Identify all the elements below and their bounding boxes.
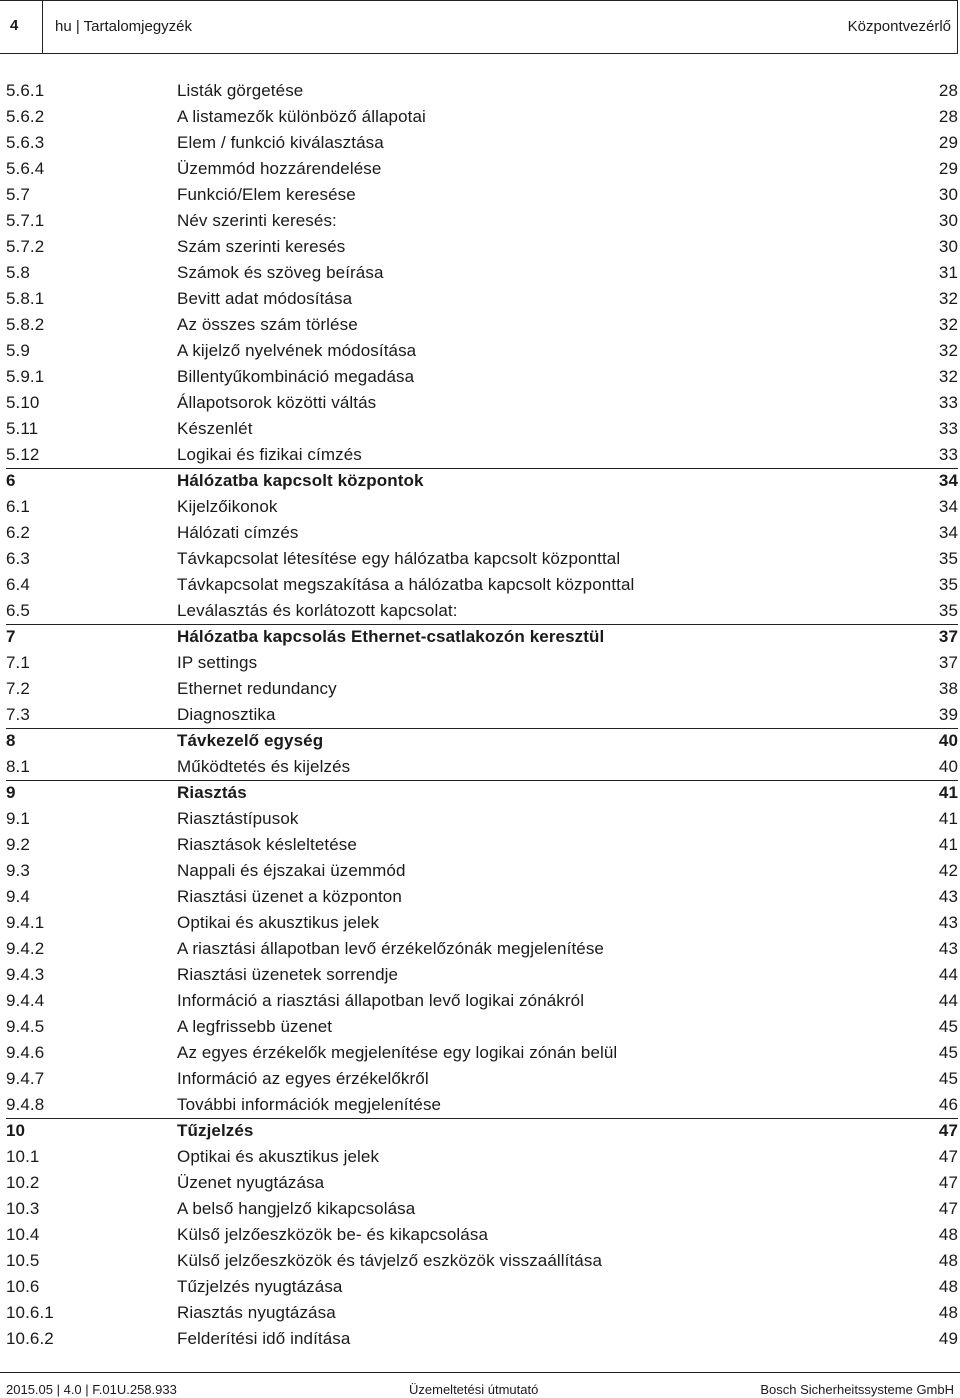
- toc-entry-number: 9.4.6: [6, 1043, 45, 1062]
- toc-entry[interactable]: [0, 364, 960, 390]
- toc-entry-title[interactable]: A kijelző nyelvének módosítása: [177, 341, 417, 360]
- toc-entry[interactable]: [0, 182, 960, 208]
- toc-entry-number: 10.5: [6, 1251, 40, 1270]
- toc-entry-number: 6.2: [6, 523, 30, 542]
- toc-entry-title[interactable]: Külső jelzőeszközök be- és kikapcsolása: [177, 1225, 488, 1244]
- toc-entry-number: 5.6.4: [6, 159, 45, 178]
- page-footer: [0, 1372, 960, 1398]
- toc-entry-title[interactable]: Nappali és éjszakai üzemmód: [177, 861, 406, 880]
- toc-entry[interactable]: [0, 806, 960, 832]
- toc-entry-title[interactable]: Az egyes érzékelők megjelenítése egy logikai zónán belül: [177, 1043, 618, 1062]
- toc-entry-number: 6.5: [6, 601, 30, 620]
- toc-entry-title[interactable]: Információ a riasztási állapotban levő logikai zónákról: [177, 991, 585, 1010]
- footer-edition-info: 2015.05 | 4.0 | F.01U.258.933: [6, 1382, 177, 1397]
- toc-entry-title[interactable]: Hálózati címzés: [177, 523, 299, 542]
- toc-entry-title[interactable]: A belső hangjelző kikapcsolása: [177, 1199, 416, 1218]
- toc-entry-number: 10.2: [6, 1173, 40, 1192]
- toc-entry-number: 10.3: [6, 1199, 40, 1218]
- toc-entry-page-number: 34: [938, 497, 958, 516]
- toc-entry-page-number: 35: [938, 601, 958, 620]
- toc-entry[interactable]: [0, 1222, 960, 1248]
- toc-entry-page-number: 35: [938, 575, 958, 594]
- toc-entry-number: 6.3: [6, 549, 30, 568]
- toc-entry-title[interactable]: Riasztás: [177, 783, 247, 802]
- toc-entry-number: 9.2: [6, 835, 30, 854]
- toc-entry-title[interactable]: Működtetés és kijelzés: [177, 757, 351, 776]
- toc-entry-title[interactable]: Optikai és akusztikus jelek: [177, 913, 380, 932]
- toc-entry-number: 5.6.2: [6, 107, 45, 126]
- toc-entry-number: 9: [6, 783, 16, 802]
- toc-entry-number: 10.4: [6, 1225, 40, 1244]
- footer-document-title: Üzemeltetési útmutató: [409, 1382, 539, 1397]
- toc-entry[interactable]: [0, 546, 960, 572]
- toc-entry-page-number: 44: [938, 991, 958, 1010]
- toc-entry-number: 5.6.1: [6, 81, 45, 100]
- toc-entry-title[interactable]: Külső jelzőeszközök és távjelző eszközök visszaállítása: [177, 1251, 603, 1270]
- toc-entry[interactable]: [0, 962, 960, 988]
- toc-entry-number: 10.6.2: [6, 1329, 54, 1348]
- toc-entry-title[interactable]: Számok és szöveg beírása: [177, 263, 384, 282]
- toc-entry-page-number: 38: [938, 679, 958, 698]
- toc-entry-page-number: 31: [938, 263, 958, 282]
- toc-entry[interactable]: [0, 1040, 960, 1066]
- toc-entry-page-number: 47: [938, 1121, 958, 1140]
- toc-entry-title[interactable]: Információ az egyes érzékelőkről: [177, 1069, 429, 1088]
- toc-entry-page-number: 48: [938, 1251, 958, 1270]
- toc-entry[interactable]: [0, 676, 960, 702]
- toc-entry-title[interactable]: Elem / funkció kiválasztása: [177, 133, 384, 152]
- toc-entry-page-number: 40: [938, 731, 958, 750]
- toc-entry[interactable]: [0, 416, 960, 442]
- toc-entry[interactable]: [0, 858, 960, 884]
- toc-entry[interactable]: [0, 78, 960, 104]
- toc-entry[interactable]: [0, 208, 960, 234]
- toc-entry-page-number: 45: [938, 1043, 958, 1062]
- toc-entry-title[interactable]: Kijelzőikonok: [177, 497, 278, 516]
- toc-entry[interactable]: [0, 1326, 960, 1352]
- toc-entry-page-number: 37: [938, 627, 958, 646]
- toc-entry-number: 9.4.4: [6, 991, 45, 1010]
- toc-entry-title[interactable]: Hálózatba kapcsolt központok: [177, 471, 424, 490]
- toc-entry-title[interactable]: Tűzjelzés: [177, 1121, 254, 1140]
- toc-entry[interactable]: [0, 156, 960, 182]
- toc-entry[interactable]: [0, 520, 960, 546]
- toc-entry-number: 5.8: [6, 263, 30, 282]
- toc-entry-title[interactable]: Hálózatba kapcsolás Ethernet-csatlakozón keresztül: [177, 627, 605, 646]
- toc-entry-number: 5.11: [6, 419, 39, 438]
- page-number: 4: [10, 17, 19, 34]
- toc-entry[interactable]: [0, 1274, 960, 1300]
- toc-entry-page-number: 30: [938, 211, 958, 230]
- toc-entry-number: 9.4.1: [6, 913, 45, 932]
- toc-entry-page-number: 29: [938, 133, 958, 152]
- toc-entry-title[interactable]: Bevitt adat módosítása: [177, 289, 353, 308]
- toc-entry-number: 7.2: [6, 679, 30, 698]
- toc-entry[interactable]: [0, 1092, 960, 1118]
- toc-entry-page-number: 32: [938, 315, 958, 334]
- toc-entry-title[interactable]: Riasztási üzenetek sorrendje: [177, 965, 399, 984]
- toc-entry[interactable]: [0, 754, 960, 780]
- toc-entry-number: 6.1: [6, 497, 30, 516]
- toc-entry-title[interactable]: Tűzjelzés nyugtázása: [177, 1277, 343, 1296]
- toc-entry-number: 5.8.2: [6, 315, 45, 334]
- toc-entry[interactable]: [0, 1014, 960, 1040]
- toc-entry-page-number: 42: [938, 861, 958, 880]
- toc-chapter-entry[interactable]: [0, 624, 960, 650]
- toc-entry-number: 5.9.1: [6, 367, 45, 386]
- toc-entry-number: 9.4.2: [6, 939, 45, 958]
- toc-entry-title[interactable]: Optikai és akusztikus jelek: [177, 1147, 380, 1166]
- toc-entry-number: 5.7.2: [6, 237, 45, 256]
- toc-entry-number: 8: [6, 731, 16, 750]
- toc-entry-title[interactable]: Riasztástípusok: [177, 809, 299, 828]
- toc-entry-number: 7: [6, 627, 16, 646]
- toc-entry-title[interactable]: Riasztási üzenet a központon: [177, 887, 402, 906]
- toc-entry-page-number: 48: [938, 1303, 958, 1322]
- toc-entry-page-number: 29: [938, 159, 958, 178]
- header-product-name: Központvezérlő: [847, 18, 951, 35]
- toc-entry-page-number: 28: [938, 81, 958, 100]
- toc-entry[interactable]: [0, 494, 960, 520]
- toc-entry-page-number: 30: [938, 237, 958, 256]
- toc-chapter-entry[interactable]: [0, 1118, 960, 1144]
- toc-entry-page-number: 43: [938, 913, 958, 932]
- toc-entry[interactable]: [0, 832, 960, 858]
- toc-entry-page-number: 33: [938, 419, 958, 438]
- toc-entry-number: 5.6.3: [6, 133, 45, 152]
- toc-entry-page-number: 34: [938, 523, 958, 542]
- toc-entry[interactable]: [0, 338, 960, 364]
- toc-entry-page-number: 33: [938, 393, 958, 412]
- toc-entry[interactable]: [0, 936, 960, 962]
- toc-entry-title[interactable]: Logikai és fizikai címzés: [177, 445, 362, 464]
- toc-entry-number: 9.3: [6, 861, 30, 880]
- toc-entry-page-number: 37: [938, 653, 958, 672]
- toc-entry[interactable]: [0, 1196, 960, 1222]
- toc-entry-title[interactable]: További információk megjelenítése: [177, 1095, 442, 1114]
- toc-entry-page-number: 48: [938, 1225, 958, 1244]
- toc-entry-title[interactable]: IP settings: [177, 653, 258, 672]
- toc-entry-page-number: 41: [938, 783, 958, 802]
- toc-entry-page-number: 45: [938, 1069, 958, 1088]
- toc-entry-page-number: 41: [938, 809, 958, 828]
- toc-chapter-entry[interactable]: [0, 780, 960, 806]
- toc-entry-number: 10.6: [6, 1277, 40, 1296]
- toc-entry-title[interactable]: Billentyűkombináció megadása: [177, 367, 415, 386]
- toc-entry-page-number: 41: [938, 835, 958, 854]
- header-divider: [42, 1, 43, 53]
- toc-entry-page-number: 47: [938, 1173, 958, 1192]
- toc-entry-number: 10.1: [6, 1147, 40, 1166]
- toc-entry-number: 9.4: [6, 887, 30, 906]
- toc-entry[interactable]: [0, 598, 960, 624]
- toc-entry-page-number: 47: [938, 1147, 958, 1166]
- toc-chapter-entry[interactable]: [0, 468, 960, 494]
- toc-entry-page-number: 33: [938, 445, 958, 464]
- toc-entry[interactable]: [0, 910, 960, 936]
- toc-entry-title[interactable]: Leválasztás és korlátozott kapcsolat:: [177, 601, 458, 620]
- toc-entry-title[interactable]: Készenlét: [177, 419, 253, 438]
- page-header: [0, 0, 958, 54]
- toc-entry-page-number: 43: [938, 887, 958, 906]
- toc-entry-title[interactable]: Távkezelő egység: [177, 731, 324, 750]
- toc-chapter-entry[interactable]: [0, 728, 960, 754]
- table-of-contents: [0, 78, 960, 1352]
- toc-entry-page-number: 39: [938, 705, 958, 724]
- toc-entry[interactable]: [0, 312, 960, 338]
- toc-entry-number: 5.7.1: [6, 211, 45, 230]
- toc-entry-number: 9.1: [6, 809, 30, 828]
- toc-entry[interactable]: [0, 260, 960, 286]
- toc-entry-page-number: 35: [938, 549, 958, 568]
- toc-entry-title[interactable]: Távkapcsolat létesítése egy hálózatba kapcsolt központtal: [177, 549, 621, 568]
- toc-entry[interactable]: [0, 884, 960, 910]
- toc-entry-number: 9.4.8: [6, 1095, 45, 1114]
- toc-entry-number: 9.4.5: [6, 1017, 45, 1036]
- toc-entry-page-number: 49: [938, 1329, 958, 1348]
- toc-entry-number: 5.9: [6, 341, 30, 360]
- toc-entry-number: 10.6.1: [6, 1303, 54, 1322]
- toc-entry-title[interactable]: Felderítési idő indítása: [177, 1329, 351, 1348]
- toc-entry-title[interactable]: Riasztások késleltetése: [177, 835, 357, 854]
- toc-entry-title[interactable]: Listák görgetése: [177, 81, 304, 100]
- toc-entry-title[interactable]: Név szerinti keresés:: [177, 211, 337, 230]
- toc-entry[interactable]: [0, 572, 960, 598]
- header-section-title: hu | Tartalomjegyzék: [55, 18, 193, 35]
- toc-entry[interactable]: [0, 1300, 960, 1326]
- toc-entry-page-number: 45: [938, 1017, 958, 1036]
- toc-entry[interactable]: [0, 988, 960, 1014]
- toc-entry-page-number: 40: [938, 757, 958, 776]
- toc-entry-page-number: 32: [938, 341, 958, 360]
- toc-entry-page-number: 32: [938, 289, 958, 308]
- toc-entry[interactable]: [0, 130, 960, 156]
- toc-entry[interactable]: [0, 1248, 960, 1274]
- toc-entry-number: 5.8.1: [6, 289, 45, 308]
- toc-entry-title[interactable]: Távkapcsolat megszakítása a hálózatba kapcsolt központtal: [177, 575, 635, 594]
- toc-entry-title[interactable]: Az összes szám törlése: [177, 315, 358, 334]
- toc-entry-page-number: 43: [938, 939, 958, 958]
- toc-entry-page-number: 32: [938, 367, 958, 386]
- toc-entry-title[interactable]: A listamezők különböző állapotai: [177, 107, 426, 126]
- toc-entry-number: 7.3: [6, 705, 30, 724]
- toc-entry-number: 5.10: [6, 393, 40, 412]
- toc-entry-title[interactable]: Riasztás nyugtázása: [177, 1303, 336, 1322]
- toc-entry-number: 9.4.3: [6, 965, 45, 984]
- toc-entry-page-number: 30: [938, 185, 958, 204]
- toc-entry-number: 9.4.7: [6, 1069, 45, 1088]
- footer-company: Bosch Sicherheitssysteme GmbH: [760, 1382, 954, 1397]
- toc-entry-title[interactable]: Üzenet nyugtázása: [177, 1173, 325, 1192]
- toc-entry[interactable]: [0, 1170, 960, 1196]
- toc-entry-title[interactable]: Állapotsorok közötti váltás: [177, 393, 377, 412]
- toc-entry[interactable]: [0, 650, 960, 676]
- toc-entry-number: 8.1: [6, 757, 30, 776]
- toc-entry-title[interactable]: Diagnosztika: [177, 705, 276, 724]
- toc-entry-number: 7.1: [6, 653, 30, 672]
- toc-entry[interactable]: [0, 390, 960, 416]
- toc-entry[interactable]: [0, 286, 960, 312]
- toc-entry[interactable]: [0, 1066, 960, 1092]
- toc-entry[interactable]: [0, 104, 960, 130]
- toc-entry-number: 5.7: [6, 185, 30, 204]
- toc-entry-page-number: 44: [938, 965, 958, 984]
- toc-entry-number: 6: [6, 471, 16, 490]
- toc-entry-title[interactable]: Üzemmód hozzárendelése: [177, 159, 382, 178]
- toc-entry-title[interactable]: Szám szerinti keresés: [177, 237, 346, 256]
- toc-entry-title[interactable]: Funkció/Elem keresése: [177, 185, 356, 204]
- toc-entry-page-number: 46: [938, 1095, 958, 1114]
- toc-entry-page-number: 28: [938, 107, 958, 126]
- toc-entry-title[interactable]: Ethernet redundancy: [177, 679, 337, 698]
- toc-entry-title[interactable]: A riasztási állapotban levő érzékelőzónák megjelenítése: [177, 939, 604, 958]
- toc-entry-title[interactable]: A legfrissebb üzenet: [177, 1017, 333, 1036]
- toc-entry-number: 10: [6, 1121, 26, 1140]
- toc-entry-page-number: 48: [938, 1277, 958, 1296]
- toc-entry[interactable]: [0, 1144, 960, 1170]
- toc-entry-page-number: 34: [938, 471, 958, 490]
- toc-entry-number: 5.12: [6, 445, 40, 464]
- toc-entry[interactable]: [0, 702, 960, 728]
- toc-entry-number: 6.4: [6, 575, 30, 594]
- toc-entry[interactable]: [0, 234, 960, 260]
- toc-entry[interactable]: [0, 442, 960, 468]
- toc-entry-page-number: 47: [938, 1199, 958, 1218]
